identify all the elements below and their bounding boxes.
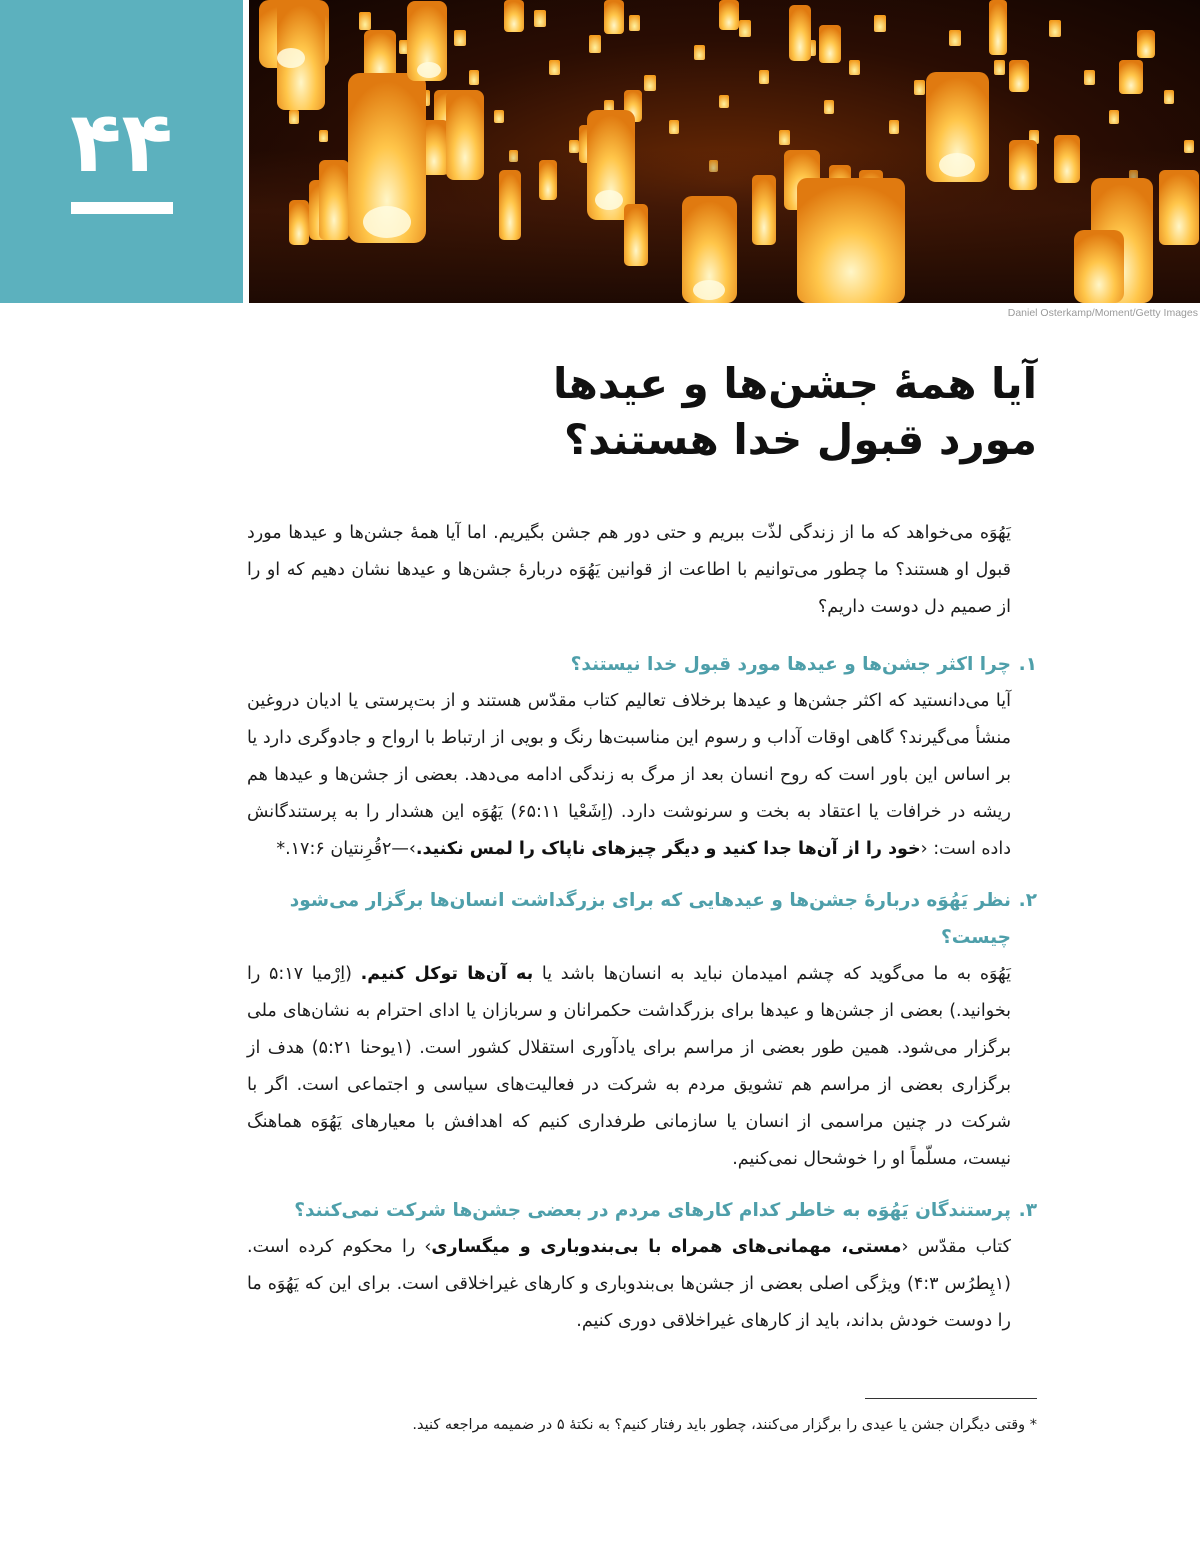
section-3-heading	[247, 1192, 1037, 1229]
title-line-1: آیا همهٔ جشن‌ها و عیدها	[553, 359, 1037, 408]
section-2	[247, 882, 1037, 1178]
section-2-body	[247, 956, 1011, 1178]
lesson-number-underline	[71, 202, 173, 214]
title-line-2: مورد قبول خدا هستند؟	[563, 415, 1037, 464]
footnote-divider	[865, 1398, 1037, 1399]
page-title	[337, 356, 1037, 468]
section-1-question: چرا اکثر جشن‌ها و عیدها مورد قبول خدا نیستند؟	[570, 654, 1011, 675]
section-3-bold: مستی، مهمانی‌های همراه با بی‌بندوباری و میگساری	[431, 1237, 902, 1257]
section-1-body	[247, 683, 1011, 868]
intro-text: یَهُوَه می‌خواهد که ما از زندگی لذّت ببریم و حتی دور هم جشن بگیریم. اما آیا همهٔ جشن‌ها و عیدها مورد قبول او هستند؟ ما چطور می‌توانیم با اطاعت از قوانین یَهُوَه دربارهٔ جشن‌ها و عیدها نشان دهیم که او را از صمیم دل دوست داریم؟	[247, 523, 1011, 617]
section-3-text: کتاب مقدّس ‹	[901, 1237, 1011, 1257]
section-3-text-cont: › را محکوم کرده است. (۱پِطرُس ۴:۳) ویژگی اصلی بعضی از جشن‌ها بی‌بندوباری و کارهای غیراخلاقی است. برای این که یَهُوَه ما را دوست خودش بداند، باید از کارهای غیراخلاقی دوری کنیم.	[247, 1237, 1011, 1331]
section-1-text: آیا می‌دانستید که اکثر جشن‌ها و عیدها برخلاف تعالیم کتاب مقدّس هستند و از بت‌پرستی یا ادیان دروغین منشأ می‌گیرند؟ گاهی اوقات آداب و رسوم این مناسبت‌ها رنگ و بویی از ارتباط با ارواح و جادوگری دارد یا بر اساس این باور است که روح انسان بعد از مرگ به زندگی ادامه می‌دهد. بعضی از جشن‌ها و عیدها هم ریشه در خرافات یا اعتقاد به بخت و سرنوشت دارد. (اِشَعْیا ۶۵:۱۱) یَهُوَه این هشدار را به پرستندگانش داده است: ‹	[247, 691, 1011, 859]
section-2-question: نظر یَهُوَه دربارهٔ جشن‌ها و عیدهایی که برای بزرگداشت انسان‌ها برگزار می‌شود چیست؟	[289, 890, 1011, 948]
section-2-text-cont: (اِرْمیا ۱۷:‏۵ را بخوانید.) بعضی از جشن‌ها و عیدها برای بزرگداشت حکمرانان و سربازان یا ادای احترام به نشان‌های ملی برگزار می‌شود. همین طور بعضی از مراسم برای یادآوری استقلال کشور است. (۱یوحنا ۵:۲۱) هدف از برگزاری بعضی از مراسم هم تشویق مردم به شرکت در فعالیت‌های سیاسی و اجتماعی است. اگر با شرکت در چنین مراسمی از انسان یا سازمانی طرفداری کنیم که اهدافش با معیارهای یَهُوَه هماهنگ نیست، مسلّماً او را خوشحال نمی‌کنیم.	[247, 964, 1012, 1169]
lesson-number: ۴۴	[70, 93, 173, 191]
photo-credit: Daniel Osterkamp/Moment/Getty Images	[1007, 307, 1198, 319]
section-1-citation: ›—۲قُرِنتیان ۶:‏۱۷.*	[276, 839, 416, 859]
section-2-bold: به آن‌ها توکل کنیم.	[360, 964, 534, 984]
section-1-heading	[247, 646, 1037, 683]
section-3-number: ۳.	[1018, 1200, 1037, 1221]
section-1	[247, 646, 1037, 868]
lantern-illustration	[249, 0, 1200, 303]
section-3-body	[247, 1229, 1011, 1340]
section-2-number: ۲.	[1018, 890, 1037, 911]
section-1-number: ۱.	[1018, 654, 1037, 675]
hero-image-sky-lanterns	[249, 0, 1200, 303]
section-3-question: پرستندگان یَهُوَه به خاطر کدام کارهای مردم در بعضی جشن‌ها شرکت نمی‌کنند؟	[294, 1200, 1011, 1221]
article-content	[247, 515, 1037, 1354]
footnote: * وقتی دیگران جشن یا عیدی را برگزار می‌کنند، چطور باید رفتار کنیم؟ به نکتهٔ ۵ در ضمیمه مراجعه کنید.	[412, 1417, 1037, 1433]
intro-paragraph	[247, 515, 1037, 626]
lesson-number-badge	[0, 0, 243, 303]
section-1-quote-bold: خود را از آن‌ها جدا کنید و دیگر چیزهای ناپاک را لمس نکنید.	[415, 839, 921, 859]
section-3	[247, 1192, 1037, 1340]
section-2-heading	[247, 882, 1037, 956]
section-2-text: یَهُوَه به ما می‌گوید که چشم امیدمان نباید به انسان‌ها باشد یا	[533, 964, 1011, 984]
